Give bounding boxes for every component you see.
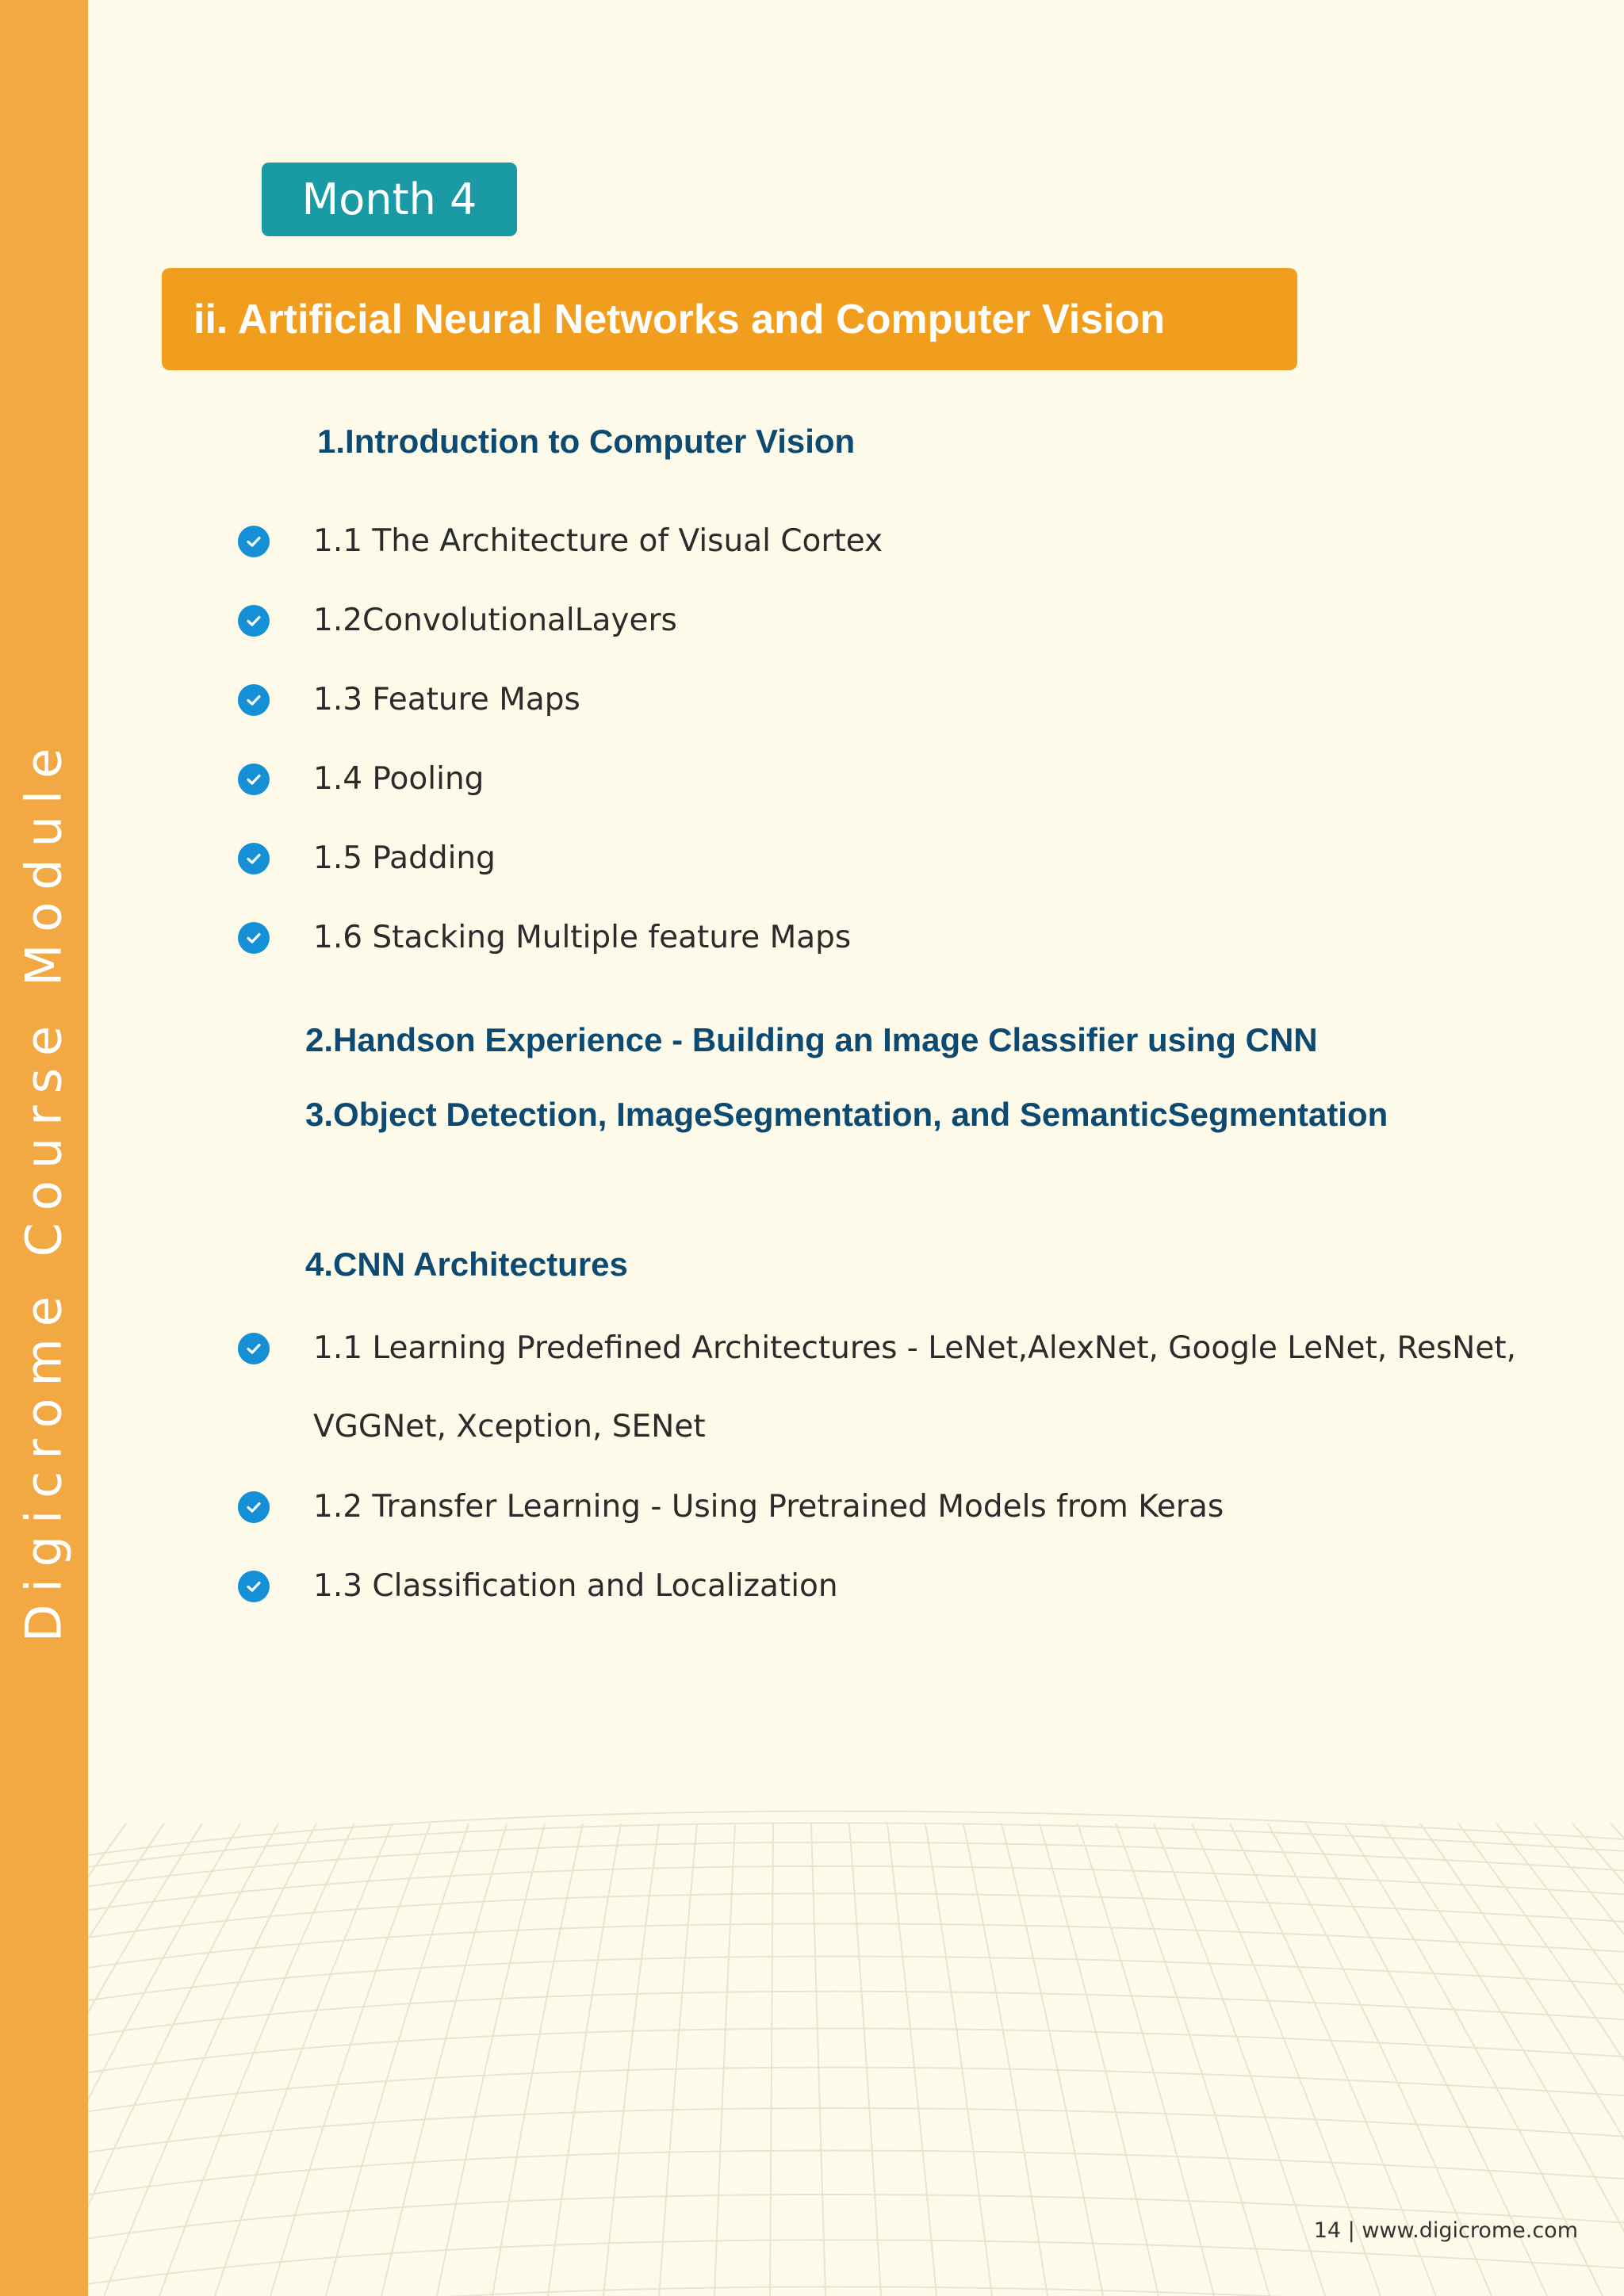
list-item-label: 1.2 Transfer Learning - Using Pretrained Models from Keras: [313, 1489, 1224, 1525]
heading-handson-experience: 2.Handson Experience - Building an Image Classifier using CNN: [305, 1021, 1318, 1058]
list-item-label: 1.2ConvolutionalLayers: [313, 603, 677, 638]
list-item-continuation: VGGNet, Xception, SENet: [313, 1409, 706, 1445]
check-circle-icon: [238, 1333, 270, 1364]
list-item-label: 1.1 The Architecture of Visual Cortex: [313, 523, 883, 559]
check-circle-icon: [238, 605, 270, 637]
check-circle-icon: [238, 922, 270, 954]
background-mesh: [88, 1728, 1624, 2296]
sidebar-label: Digicrome Course Module: [14, 736, 73, 1643]
heading-intro-computer-vision: 1.Introduction to Computer Vision: [317, 423, 856, 460]
page-footer: 14 | www.digicrome.com: [1313, 2218, 1578, 2243]
list-item-label: 1.3 Feature Maps: [313, 682, 580, 718]
check-circle-icon: [238, 1491, 270, 1523]
check-circle-icon: [238, 1571, 270, 1602]
check-circle-icon: [238, 684, 270, 716]
month-badge: Month 4: [262, 163, 517, 236]
check-circle-icon: [238, 763, 270, 795]
list-item-label: 1.1 Learning Predefined Architectures - LeNet,AlexNet, Google LeNet, ResNet,: [313, 1330, 1517, 1366]
heading-cnn-architectures: 4.CNN Architectures: [305, 1246, 628, 1283]
list-item-label: 1.3 Classification and Localization: [313, 1568, 838, 1604]
list-item-label: 1.5 Padding: [313, 840, 496, 876]
heading-object-detection: 3.Object Detection, ImageSegmentation, and SemanticSegmentation: [305, 1096, 1388, 1133]
check-circle-icon: [238, 843, 270, 874]
sidebar: [0, 0, 88, 2296]
section-title-banner: ii. Artificial Neural Networks and Computer Vision: [162, 268, 1297, 370]
list-item-label: 1.4 Pooling: [313, 761, 485, 797]
check-circle-icon: [238, 526, 270, 557]
list-item-label: 1.6 Stacking Multiple feature Maps: [313, 920, 852, 955]
